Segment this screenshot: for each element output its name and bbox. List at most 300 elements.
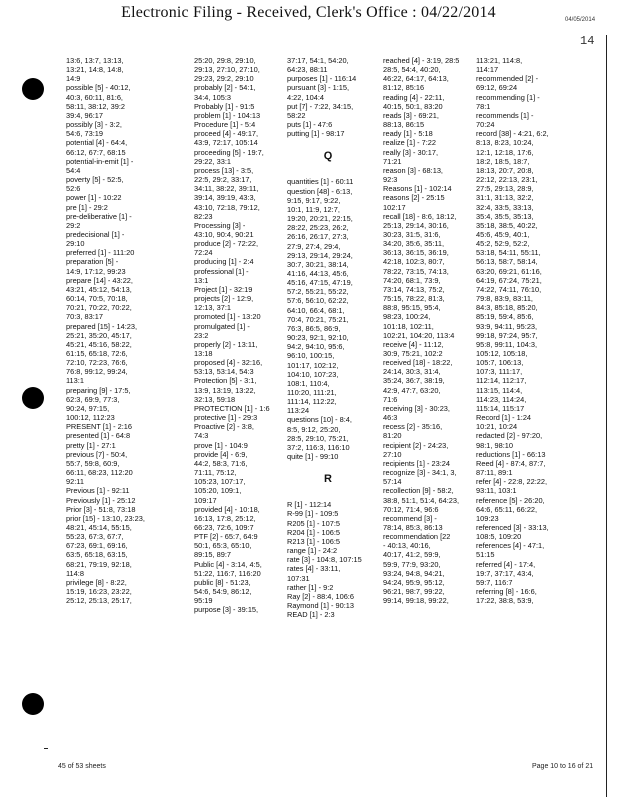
index-entry: 29:23, 29:2, 29:10	[194, 74, 254, 84]
index-entry: 42:18, 102:3, 80:7,	[383, 257, 445, 267]
index-entry: 92:3	[383, 175, 398, 185]
index-entry: 28:5, 54:4, 40:20,	[383, 65, 441, 75]
index-entry: 46:22, 64:17, 64:13,	[383, 74, 449, 84]
index-entry: 61:15, 65:18, 72:6,	[66, 349, 128, 358]
index-entry: 64:10, 66:4, 68:1,	[287, 305, 345, 315]
index-entry: Public [4] - 3:14, 4:5,	[194, 559, 262, 569]
index-entry: put [7] - 7:22, 34:15,	[287, 101, 354, 111]
index-entry: 22:5, 29:2, 33:17,	[194, 175, 252, 185]
index-entry: 101:18, 102:11,	[383, 321, 434, 331]
index-entry: recommends [1] -	[476, 110, 534, 120]
index-entry: 93:24, 94:8, 94:21,	[383, 568, 445, 578]
index-entry: recommending [1] -	[476, 92, 540, 102]
index-entry: 78:1	[476, 101, 491, 111]
index-entry: Previously [1] - 25:12	[66, 495, 136, 505]
index-entry: 63:5, 65:18, 63:15,	[66, 550, 128, 560]
index-entry: 56:13, 58:7, 58:14,	[476, 257, 538, 267]
index-entry: 112:14, 112:17,	[476, 376, 527, 386]
index-entry: potential-in-emit [1] -	[66, 156, 134, 166]
index-entry: 14:9	[66, 74, 81, 84]
index-entry: Probably [1] - 91:5	[194, 101, 255, 111]
index-entry: referenced [3] - 33:13,	[476, 522, 549, 532]
index-entry: 54:4	[66, 165, 81, 175]
index-entry: 64:19, 67:24, 75:21,	[476, 275, 542, 285]
index-entry: 64:6, 65:11, 66:22,	[476, 504, 538, 514]
index-entry: 54:6, 54:9, 86:12,	[194, 587, 252, 597]
index-entry: 111:14, 112:22,	[287, 397, 337, 407]
index-entry: 109:23	[476, 513, 499, 523]
index-entry: recognize [3] - 34:1, 3,	[383, 468, 457, 478]
index-column-5	[476, 56, 558, 605]
index-entry: Prior [3] - 51:8, 73:18	[66, 504, 136, 514]
index-entry: R [1] - 112:14	[287, 500, 332, 510]
index-entry: 87:11, 89:1	[476, 468, 513, 478]
index-entry: preferred [1] - 111:20	[66, 248, 135, 258]
index-entry: 19:7, 37:17, 43:4,	[476, 568, 534, 578]
index-entry: Ray [2] - 88:4, 106:6	[287, 591, 354, 601]
index-entry: 94:24, 95:9, 95:12,	[383, 577, 445, 587]
index-entry: 90:24, 97:15,	[66, 403, 110, 413]
index-entry: PTF [2] - 65:7, 64:9	[194, 532, 258, 542]
index-entry: recess [2] - 35:16,	[383, 422, 443, 432]
index-entry: 35:18, 38:5, 40:22,	[476, 220, 538, 230]
index-entry: redacted [2] - 97:20,	[476, 431, 543, 441]
index-entry: 63:20, 69:21, 61:16,	[476, 266, 542, 276]
index-entry: 25:12, 25:13, 25:17,	[66, 596, 132, 606]
index-entry: 71:11, 75:12,	[194, 468, 237, 478]
index-entry: 51:22, 116:7, 116:20	[194, 568, 261, 578]
index-entry: properly [2] - 13:11,	[194, 339, 258, 349]
index-entry: 18:2, 18:5, 18:7,	[476, 156, 530, 166]
index-entry: 45:16, 47:15, 47:19,	[287, 278, 353, 288]
index-entry: quite [1] - 99:10	[287, 452, 339, 462]
index-entry: referring [8] - 16:6,	[476, 587, 537, 597]
index-entry: 41:16, 44:13, 45:6,	[287, 268, 349, 278]
index-entry: reason [3] - 68:13,	[383, 165, 443, 175]
index-entry: 26:16, 26:17, 27:3,	[287, 232, 349, 242]
index-entry: reasons [2] - 25:15	[383, 193, 445, 203]
index-entry: really [3] - 30:17,	[383, 147, 439, 157]
index-entry: - 40:13, 40:16,	[383, 541, 431, 551]
index-entry: recipient [2] - 24:23,	[383, 440, 449, 450]
index-entry: public [8] - 51:23,	[194, 577, 251, 587]
index-entry: 27:10	[383, 449, 402, 459]
margin-mark	[44, 748, 48, 749]
index-entry: Proactive [2] - 3:8,	[194, 422, 254, 432]
index-entry: 43:10, 90:4, 90:21	[194, 229, 254, 239]
index-entry: 101:17, 102:12,	[287, 360, 339, 370]
index-entry: 53:13, 53:14, 54:3	[194, 367, 254, 377]
index-entry: 24:14, 30:3, 31:4,	[383, 367, 441, 377]
index-entry: 100:12, 112:23	[66, 413, 115, 423]
index-entry: 105:20, 109:1,	[194, 486, 242, 496]
punch-hole-bottom	[22, 693, 44, 715]
index-entry: 75:15, 78:22, 81:3,	[383, 294, 445, 304]
index-entry: 85:19, 59:4, 85:6,	[476, 312, 534, 322]
index-entry: 95:8, 99:11, 104:3,	[476, 339, 538, 349]
index-entry: poverty [5] - 52:5,	[66, 175, 124, 185]
index-entry: 94:2, 94:10, 95:6,	[287, 342, 345, 352]
index-entry: 48:21, 45:14, 55:15,	[66, 522, 132, 532]
index-entry: 31:1, 31:13, 32:2,	[476, 193, 534, 203]
page-range: Page 10 to 16 of 21	[532, 763, 594, 770]
index-entry: Raymond [1] - 90:13	[287, 600, 354, 610]
section-letter: R	[324, 473, 332, 486]
index-entry: 25:21, 35:20, 45:17,	[66, 330, 132, 340]
index-entry: 81:20	[383, 431, 402, 441]
index-entry: 34:20, 35:6, 35:11,	[383, 239, 445, 249]
index-entry: 68:21, 79:19, 92:18,	[66, 559, 132, 569]
index-entry: 40:15, 50:1, 83:20	[383, 101, 443, 111]
index-entry: 96:21, 98:7, 99:22,	[383, 587, 445, 597]
index-entry: reading [4] - 22:11,	[383, 92, 445, 102]
index-entry: 27:5, 29:13, 28:9,	[476, 184, 534, 194]
index-entry: 32:4, 33:5, 33:13,	[476, 202, 534, 212]
index-entry: 19:20, 20:21, 22:15,	[287, 214, 353, 224]
index-entry: 28:22, 25:23, 26:2,	[287, 223, 349, 233]
index-entry: 98:23, 100:24,	[383, 312, 431, 322]
index-entry: 58:22	[287, 110, 306, 120]
index-entry: protective [1] - 29:3	[194, 413, 258, 423]
index-entry: Project [1] - 32:19	[194, 284, 253, 294]
index-entry: 29:13, 27:10, 27:10,	[194, 65, 260, 75]
index-entry: 35:24, 36:7, 38:19,	[383, 376, 445, 386]
index-entry: 76:8, 99:12, 99:24,	[66, 367, 128, 377]
index-entry: reductions [1] - 66:13	[476, 449, 546, 459]
index-entry: 59:7, 116:7	[476, 577, 513, 587]
index-entry: 12:1, 12:18, 17:6,	[476, 147, 534, 157]
index-entry: 66:23, 72:6, 109:7	[194, 522, 254, 532]
index-entry: 14:9, 17:12, 99:23	[66, 266, 126, 276]
index-entry: 60:14, 70:5, 70:18,	[66, 294, 128, 304]
index-entry: 25:13, 29:14, 30:16,	[383, 220, 449, 230]
index-entry: 45:2, 52:9, 52:2,	[476, 239, 530, 249]
index-entry: 74:22, 74:11, 76:10,	[476, 284, 542, 294]
index-entry: PRESENT [1] - 2:16	[66, 422, 132, 432]
index-entry: 76:3, 86:5, 86:9,	[287, 323, 341, 333]
index-entry: question [48] - 6:13,	[287, 186, 353, 196]
sheet-count: 45 of 53 sheets	[58, 763, 106, 770]
index-entry: promulgated [1] -	[194, 321, 250, 331]
index-entry: preparation [5] -	[66, 257, 119, 267]
index-entry: range [1] - 24:2	[287, 546, 338, 556]
index-entry: 13:9, 13:19, 13:22,	[194, 385, 256, 395]
section-letter: Q	[323, 150, 333, 163]
index-entry: proceeding [5] - 19:7,	[194, 147, 264, 157]
index-entry: 38:8, 51:1, 51:4, 64:23,	[383, 495, 460, 505]
index-entry: 66:12, 67:7, 68:15	[66, 147, 126, 157]
index-entry: 40:3, 60:11, 81:6,	[66, 92, 123, 102]
index-entry: purposes [1] - 116:14	[287, 74, 357, 84]
index-entry: 70:3, 83:17	[66, 312, 103, 322]
index-entry: 43:9, 72:17, 105:14	[194, 138, 258, 148]
index-entry: 30:7, 30:21, 38:14,	[287, 259, 349, 269]
index-entry: 25:20, 29:8, 29:10,	[194, 56, 256, 65]
index-entry: 110:20, 111:21,	[287, 388, 337, 397]
index-entry: 109:17	[194, 495, 217, 505]
index-entry: reached [4] - 3:19, 28:5	[383, 56, 460, 65]
index-entry: 108:1, 110:4,	[287, 378, 330, 388]
index-entry: Record [1] - 1:24	[476, 413, 532, 423]
index-entry: promoted [1] - 13:20	[194, 312, 261, 322]
index-entry: ready [1] - 5:18	[383, 129, 433, 139]
index-entry: 81:12, 85:16	[383, 83, 425, 93]
index-entry: 71:21	[383, 156, 402, 166]
index-entry: 13:21, 14:8, 14:8,	[66, 65, 124, 75]
index-entry: 42:9, 47:7, 63:20,	[383, 385, 441, 395]
index-entry: 99:18, 97:24, 95:7,	[476, 330, 538, 340]
index-entry: 51:15	[476, 550, 495, 560]
index-entry: 36:13, 36:15, 36:19,	[383, 248, 449, 258]
index-entry: recommend [3] -	[383, 513, 437, 523]
document-number: 04/05/2014	[565, 17, 596, 23]
index-entry: 32:13, 59:18	[194, 394, 236, 404]
index-entry: 8:13, 8:23, 10:24,	[476, 138, 534, 148]
index-column-4	[383, 56, 465, 605]
index-entry: 84:3, 85:18, 85:20,	[476, 303, 538, 313]
index-entry: pretty [1] - 27:1	[66, 440, 116, 450]
index-entry: 74:3	[194, 431, 209, 441]
index-entry: recommendation [22	[383, 532, 451, 542]
index-entry: 10:21, 10:24	[476, 422, 518, 432]
index-entry: rather [1] - 9:2	[287, 582, 334, 592]
page-border	[606, 35, 607, 797]
index-entry: 16:13, 17:8, 25:12,	[194, 513, 256, 523]
index-entry: R205 [1] - 107:5	[287, 518, 341, 528]
index-entry: prove [1] - 104:9	[194, 440, 248, 450]
index-entry: 45:6, 45:9, 40:1,	[476, 229, 530, 239]
index-entry: 53:18, 54:11, 55:11,	[476, 248, 541, 258]
index-entry: recall [18] - 8:6, 18:12,	[383, 211, 457, 221]
index-entry: rate [3] - 104:8, 107:15	[287, 555, 362, 565]
index-entry: produce [2] - 72:22,	[194, 239, 259, 249]
index-entry: 105:7, 106:13,	[476, 358, 524, 368]
index-entry: R204 [1] - 106:5	[287, 527, 341, 537]
index-entry: 40:17, 41:2, 59:9,	[383, 550, 441, 560]
index-entry: 70:24	[476, 120, 495, 130]
index-entry: producing [1] - 2:4	[194, 257, 254, 267]
index-entry: 29:2	[66, 220, 81, 230]
index-entry: 71:6	[383, 394, 398, 404]
index-entry: 78:14, 85:3, 86:13	[383, 522, 443, 532]
index-entry: 29:10	[66, 239, 85, 249]
index-entry: 45:21, 45:16, 58:22,	[66, 339, 132, 349]
index-entry: recommended [2] -	[476, 74, 539, 84]
index-entry: 57:14	[383, 477, 402, 487]
index-entry: rates [4] - 33:11,	[287, 564, 341, 574]
index-entry: 78:22, 73:15, 74:13,	[383, 266, 449, 276]
index-entry: putting [1] - 98:17	[287, 129, 345, 139]
index-entry: Processing [3] -	[194, 220, 246, 230]
index-entry: 88:13, 86:15	[383, 120, 425, 130]
index-entry: Reasons [1] - 102:14	[383, 184, 452, 194]
index-entry: 29:22, 33:1	[194, 156, 231, 166]
index-entry: 98:1, 98:10	[476, 440, 513, 450]
punch-hole-top	[22, 78, 44, 100]
index-entry: 114:23, 114:24,	[476, 394, 527, 404]
index-entry: receive [4] - 11:12,	[383, 339, 444, 349]
index-entry: 59:9, 77:9, 93:20,	[383, 559, 441, 569]
index-entry: Procedure [1] - 5:4	[194, 120, 256, 130]
index-entry: 44:2, 58:3, 71:6,	[194, 458, 248, 468]
index-entry: 74:20, 68:1, 73:9,	[383, 275, 441, 285]
index-entry: 66:11, 68:23, 112:20	[66, 468, 133, 478]
index-entry: 70:21, 70:22, 70:22,	[66, 303, 132, 313]
index-entry: 52:6	[66, 184, 81, 194]
index-entry: 22:12, 22:13, 23:1,	[476, 175, 538, 185]
index-entry: 34:4, 105:3	[194, 92, 231, 102]
index-entry: previous [7] - 50:4,	[66, 449, 128, 459]
index-entry: 4:22, 104:4	[287, 92, 324, 102]
index-entry: 99:14, 99:18, 99:22,	[383, 596, 449, 606]
index-entry: 113:15, 114:4,	[476, 385, 523, 395]
index-entry: R213 [1] - 106:5	[287, 536, 341, 546]
index-entry: prepared [15] - 14:23,	[66, 321, 138, 331]
index-entry: referred [4] - 17:4,	[476, 559, 536, 569]
index-entry: 67:23, 69:1, 69:16,	[66, 541, 128, 551]
index-entry: privilege [8] - 8:22,	[66, 577, 127, 587]
index-entry: 29:13, 29:14, 29:24,	[287, 250, 353, 260]
index-entry: 39:14, 39:19, 43:3,	[194, 193, 256, 203]
index-column-1	[66, 56, 148, 605]
index-entry: possible [5] - 40:12,	[66, 83, 131, 93]
index-entry: problem [1] - 104:13	[194, 110, 261, 120]
index-entry: process [13] - 3:5,	[194, 165, 254, 175]
index-entry: 10:1, 11:9, 12:7,	[287, 204, 340, 214]
page-number: 14	[580, 34, 595, 48]
index-entry: 69:12, 69:24	[476, 83, 518, 93]
index-entry: receiving [3] - 30:23,	[383, 403, 450, 413]
index-entry: 55:23, 67:3, 67:7,	[66, 532, 124, 542]
index-entry: 70:4, 70:21, 75:21,	[287, 314, 349, 324]
index-entry: 82:23	[194, 211, 213, 221]
index-entry: 107:3, 111:17,	[476, 367, 523, 377]
punch-hole-middle	[22, 387, 44, 409]
index-entry: 30:23, 31:5, 31:6,	[383, 229, 441, 239]
index-entry: 102:21, 104:20, 113:4	[383, 330, 455, 340]
index-entry: 55:7, 59:8, 60:9,	[66, 458, 120, 468]
index-entry: 115:14, 115:17	[476, 403, 525, 413]
index-entry: quantities [1] - 60:11	[287, 177, 354, 187]
index-entry: 105:23, 107:17,	[194, 477, 246, 487]
index-entry: 72:10, 72:23, 76:6,	[66, 358, 128, 368]
index-entry: professional [1] -	[194, 266, 249, 276]
index-entry: prior [15] - 13:10, 23:23,	[66, 513, 145, 523]
index-entry: Protection [5] - 3:1,	[194, 376, 257, 386]
index-entry: 62:3, 69:9, 77:3,	[66, 394, 120, 404]
index-entry: recipients [1] - 23:24	[383, 458, 450, 468]
index-entry: PROTECTION [1] - 1:6	[194, 403, 270, 413]
index-entry: 90:23, 92:1, 92:10,	[287, 333, 349, 343]
index-entry: 95:19	[194, 596, 213, 606]
index-entry: potential [4] - 64:4,	[66, 138, 128, 148]
index-entry: 70:12, 71:4, 96:6	[383, 504, 439, 514]
index-entry: reference [5] - 26:20,	[476, 495, 545, 505]
index-entry: probably [2] - 54:1,	[194, 83, 256, 93]
index-entry: 37:2, 116:3, 116:10	[287, 442, 350, 452]
index-entry: 37:17, 54:1, 54:20,	[287, 56, 349, 65]
index-entry: 73:14, 74:13, 75:2,	[383, 284, 445, 294]
index-entry: 108:5, 109:20	[476, 532, 522, 542]
index-entry: 18:13, 20:7, 20:8,	[476, 165, 534, 175]
index-entry: refer [4] - 22:8, 22:22,	[476, 477, 548, 487]
index-entry: 8:5, 9:12, 25:20,	[287, 424, 341, 434]
index-entry: 54:6, 73:19	[66, 129, 103, 139]
index-entry: proposed [4] - 32:16,	[194, 358, 263, 368]
index-entry: READ [1] - 2:3	[287, 610, 335, 620]
index-entry: Reed [4] - 87:4, 87:7,	[476, 458, 546, 468]
index-entry: 89:15, 89:7	[194, 550, 231, 560]
index-entry: 113:21, 114:8,	[476, 56, 523, 65]
index-entry: 43:21, 45:12, 54:13,	[66, 284, 132, 294]
index-entry: 34:11, 38:22, 39:11,	[194, 184, 259, 194]
index-entry: reads [3] - 69:21,	[383, 110, 439, 120]
index-entry: 58:11, 38:12, 39:2	[66, 101, 126, 111]
index-entry: received [18] - 18:22,	[383, 358, 453, 368]
index-entry: projects [2] - 12:9,	[194, 294, 254, 304]
index-entry: references [4] - 47:1,	[476, 541, 545, 551]
index-entry: power [1] - 10:22	[66, 193, 122, 203]
index-entry: 114:17	[476, 65, 499, 75]
index-entry: 15:19, 16:23, 23:22,	[66, 587, 132, 597]
index-entry: 13:1	[194, 275, 209, 285]
index-entry: questions [10] - 8:4,	[287, 415, 352, 425]
index-entry: 102:17	[383, 202, 406, 212]
index-entry: realize [1] - 7:22	[383, 138, 436, 148]
index-entry: record [38] - 4:21, 6:2,	[476, 129, 549, 139]
index-entry: preparing [9] - 17:5,	[66, 385, 131, 395]
index-entry: pursuant [3] - 1:15,	[287, 83, 350, 93]
index-entry: 17:22, 38:8, 53:9,	[476, 596, 534, 606]
index-entry: 35:4, 35:5, 35:13,	[476, 211, 534, 221]
index-entry: presented [1] - 64:8	[66, 431, 131, 441]
index-entry: proceed [4] - 49:17,	[194, 129, 259, 139]
index-entry: 57:2, 55:21, 55:22,	[287, 287, 349, 297]
index-entry: 113:1	[66, 376, 84, 386]
index-entry: 12:13, 37:1	[194, 303, 231, 313]
index-entry: puts [1] - 47:6	[287, 120, 333, 130]
index-entry: possibly [3] - 3:2,	[66, 120, 122, 130]
index-column-3	[287, 56, 369, 619]
index-entry: 72:24	[194, 248, 213, 258]
index-entry: 9:15, 9:17, 9:22,	[287, 195, 341, 205]
index-entry: provide [4] - 6:9,	[194, 449, 248, 459]
index-entry: 57:6, 56:10, 62:22,	[287, 296, 349, 306]
index-entry: predecisional [1] -	[66, 229, 125, 239]
index-entry: 93:11, 103:1	[476, 486, 517, 496]
index-entry: Previous [1] - 92:11	[66, 486, 130, 496]
index-entry: 28:5, 29:10, 75:21,	[287, 433, 349, 443]
index-entry: 79:8, 83:9, 83:11,	[476, 294, 533, 304]
index-entry: 39:4, 96:17	[66, 110, 103, 120]
filing-stamp-header: Electronic Filing - Received, Clerk's Office : 04/22/2014	[121, 4, 496, 21]
index-entry: 13:6, 13:7, 13:13,	[66, 56, 124, 65]
index-entry: 114:8	[66, 568, 84, 578]
index-entry: prepare [14] - 43:22,	[66, 275, 133, 285]
index-entry: pre-deliberative [1] -	[66, 211, 132, 221]
index-entry: 96:10, 100:15,	[287, 351, 335, 361]
index-entry: 30:9, 75:21, 102:2	[383, 349, 443, 358]
index-entry: purpose [3] - 39:15,	[194, 605, 259, 615]
index-entry: 113:24	[287, 406, 310, 416]
index-entry: recollection [9] - 58:2,	[383, 486, 454, 496]
index-entry: 105:12, 105:18,	[476, 349, 528, 358]
index-entry: 107:31	[287, 573, 310, 583]
index-entry: R-99 [1] - 109:5	[287, 509, 339, 519]
index-column-2	[194, 56, 276, 615]
index-entry: 27:9, 27:4, 29:4,	[287, 241, 341, 251]
index-entry: 13:18	[194, 349, 213, 358]
